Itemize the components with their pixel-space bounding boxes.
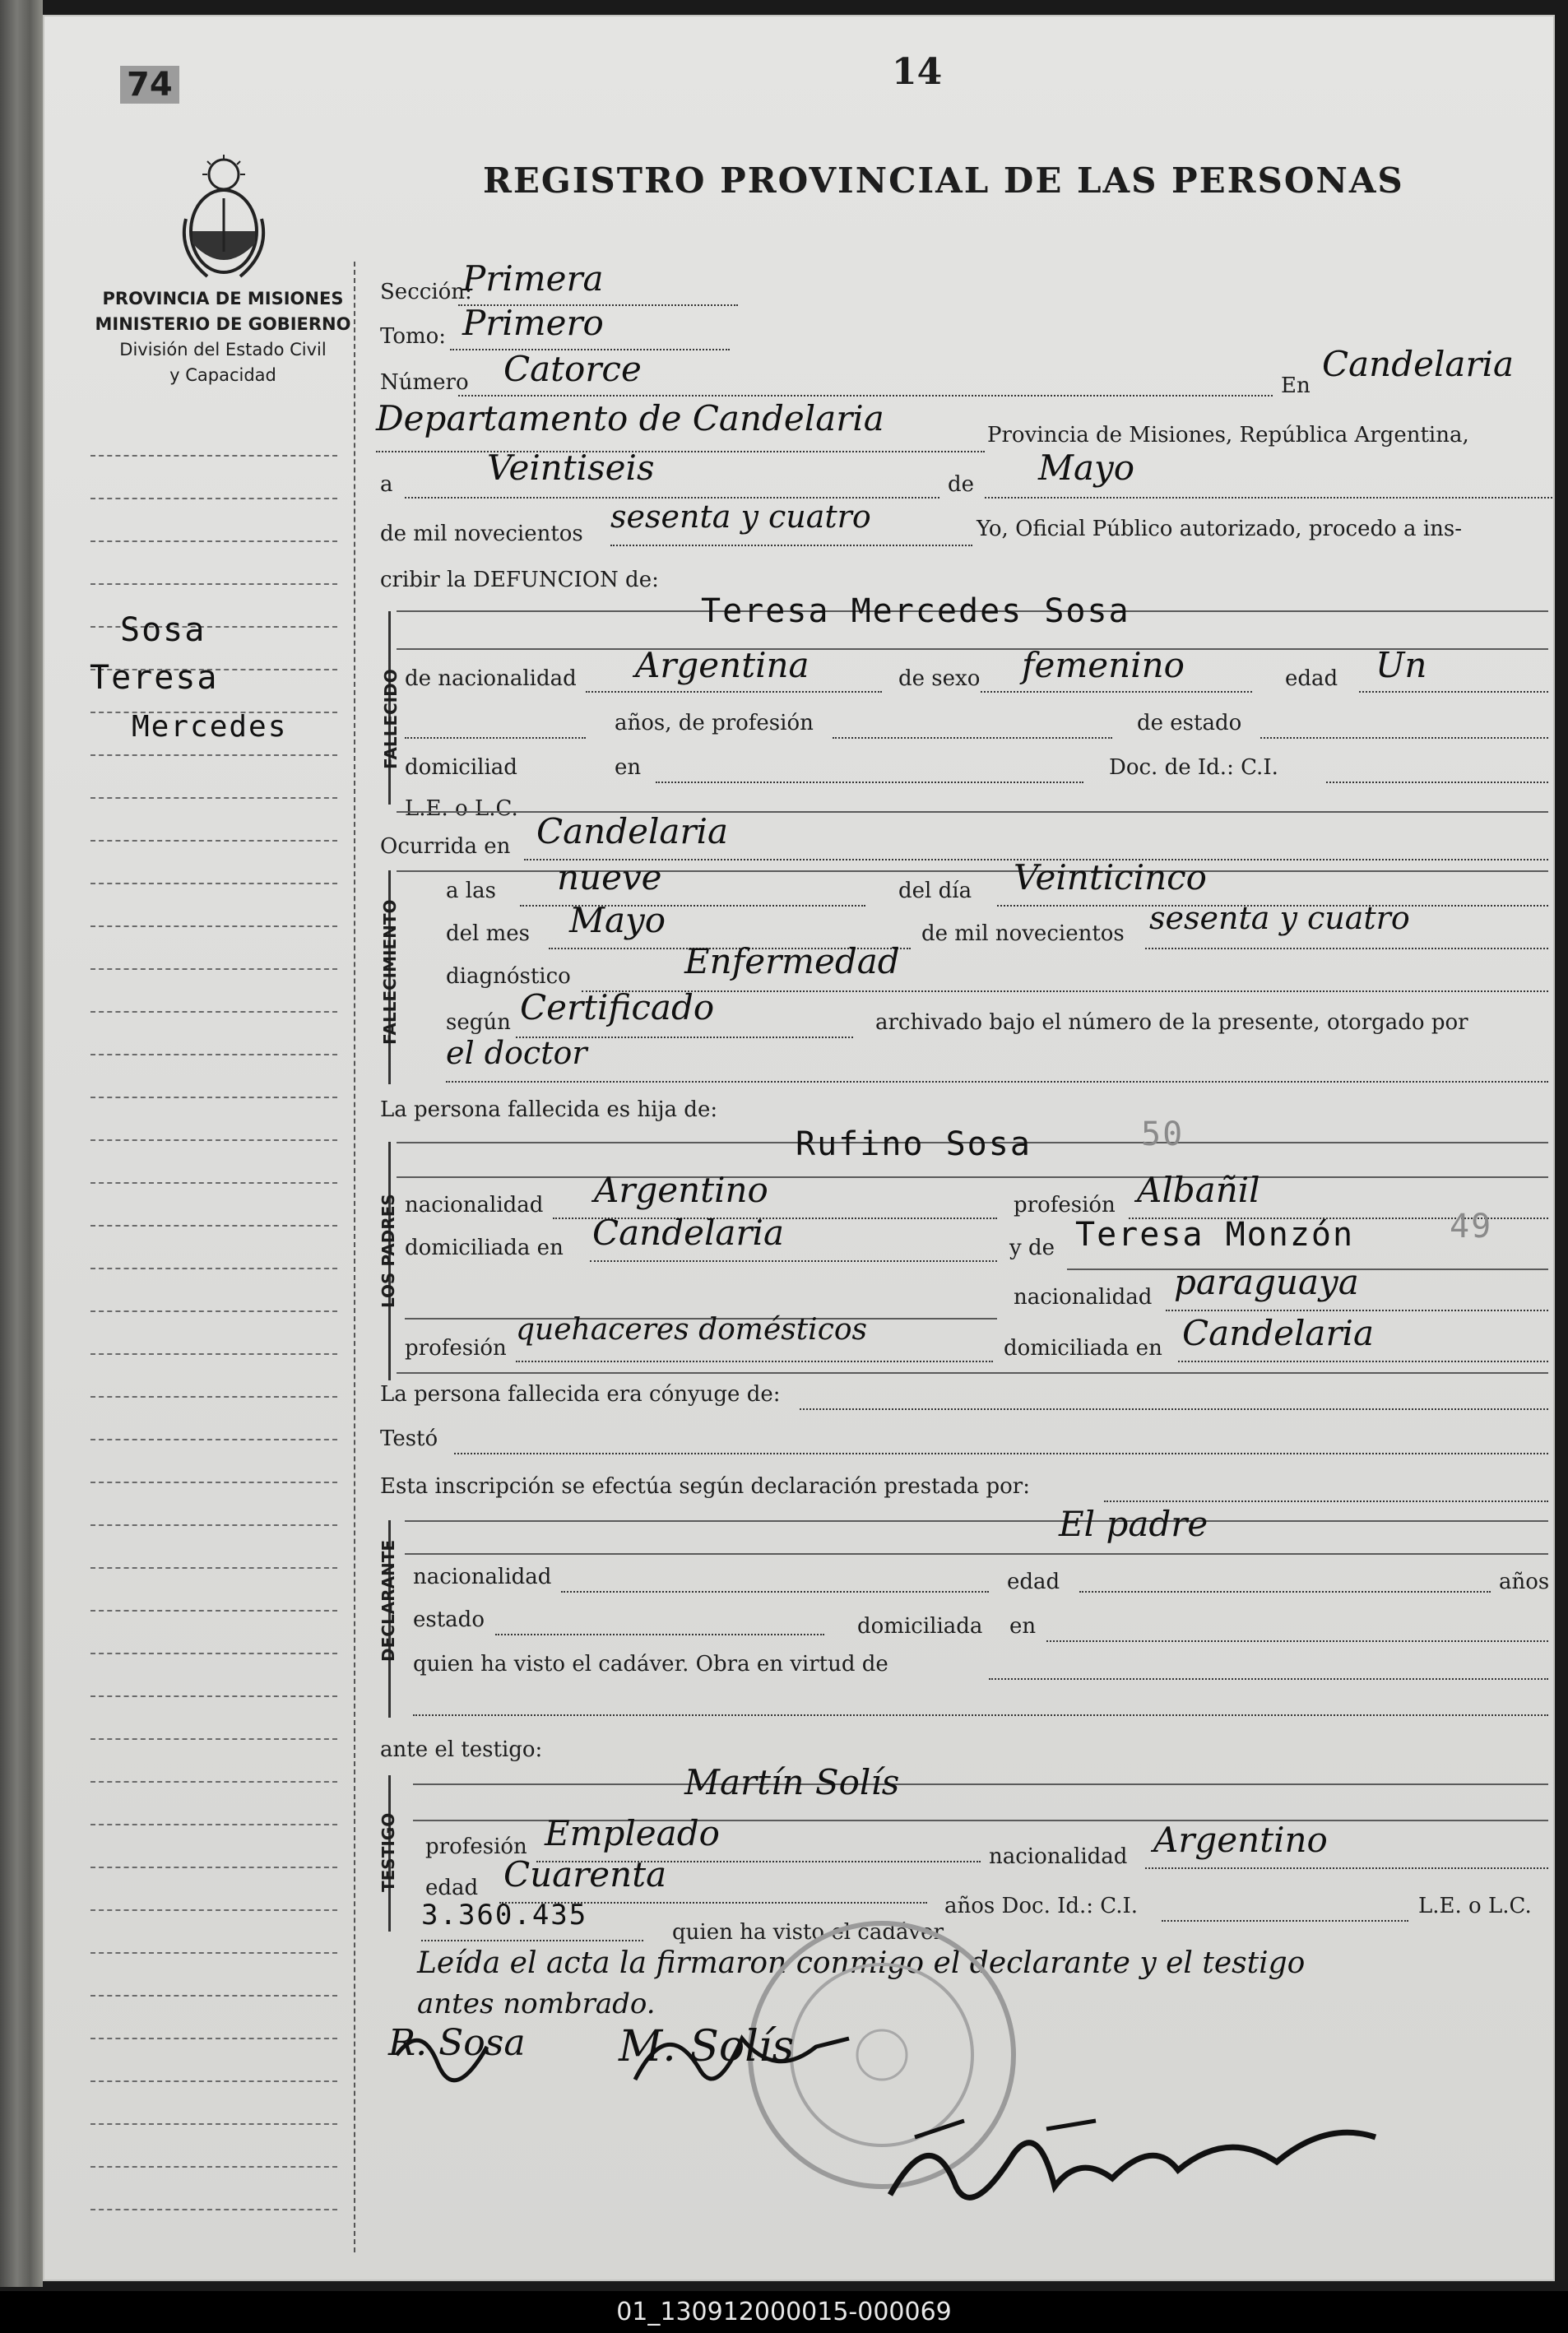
padre-dom-label: domiciliada en	[405, 1236, 564, 1260]
declarante-line	[405, 1553, 1548, 1555]
margin-ruled-line	[90, 1867, 337, 1868]
page-title: REGISTRO PROVINCIAL DE LAS PERSONAS	[483, 160, 1404, 201]
conyuge-line	[800, 1408, 1548, 1410]
test-prof-label: profesión	[425, 1834, 527, 1859]
padres-section-label: LOS PADRES	[378, 1194, 398, 1308]
edad-cont-line	[405, 737, 586, 739]
provincia-label: Provincia de Misiones, República Argentina,	[987, 423, 1469, 448]
a-las-label: a las	[446, 879, 496, 903]
madre-nac-value: paraguaya	[1174, 1262, 1359, 1302]
coat-of-arms-icon	[174, 153, 273, 285]
del-mes-label: del mes	[446, 921, 530, 946]
margin-ruled-line	[90, 840, 337, 842]
leida-line-2: antes nombrado.	[417, 1987, 656, 2020]
padre-nac-value: Argentino	[594, 1170, 768, 1210]
margin-ruled-line	[90, 1439, 337, 1440]
padres-bottom-line	[397, 1372, 1548, 1374]
edad-value: Un	[1375, 645, 1427, 685]
madre-nac-label: nacionalidad	[1014, 1285, 1153, 1310]
de-sexo-label: de sexo	[898, 666, 981, 691]
numero-value: Catorce	[503, 349, 642, 389]
margin-ruled-line	[90, 1482, 337, 1483]
margin-ruled-line	[90, 2209, 337, 2210]
margin-name-first: Teresa	[90, 659, 219, 697]
test-le-lc-label: L.E. o L.C.	[1418, 1894, 1532, 1918]
margin-ruled-line	[90, 1824, 337, 1825]
doc-id-line	[1326, 782, 1548, 783]
nacionalidad-value: Argentina	[635, 645, 810, 685]
de-mil2-label: de mil novecientos	[921, 921, 1125, 946]
seccion-label: Sección:	[380, 280, 472, 304]
firma-1: R. Sosa	[388, 2022, 526, 2064]
testo-line	[454, 1453, 1548, 1454]
en-value: Candelaria	[1322, 344, 1514, 384]
testigo-value: Martín Solís	[684, 1762, 900, 1802]
fallecido-section-label: FALLECIDO	[381, 669, 401, 769]
diagnostico-label: diagnóstico	[446, 964, 571, 989]
decl-nac-line	[561, 1591, 989, 1593]
margin-ruled-line	[90, 1182, 337, 1184]
sidebar-line-2: MINISTERIO DE GOBIERNO	[95, 314, 351, 334]
margin-name-surname: Sosa	[120, 611, 206, 649]
image-id-footer: 01_130912000015-000069	[0, 2291, 1568, 2333]
ocurrida-value: Candelaria	[536, 811, 728, 851]
anio-fallec-value: sesenta y cuatro	[1149, 900, 1410, 936]
otorgado-line	[446, 1081, 1548, 1083]
inscripcion-label: Esta inscripción se efectúa según declaración prestada por:	[380, 1474, 1030, 1499]
a-label: a	[380, 472, 393, 497]
edad-label: edad	[1285, 666, 1338, 691]
test-ci-blank-line	[1162, 1920, 1408, 1922]
declarante-value: El padre	[1059, 1504, 1208, 1544]
margin-ruled-line	[90, 2038, 337, 2039]
segun-value: Certificado	[520, 987, 715, 1027]
test-nac-line	[1145, 1867, 1548, 1869]
anio-value: sesenta y cuatro	[610, 499, 871, 535]
madre-edad-value: 49	[1450, 1208, 1493, 1245]
margin-ruled-line	[90, 925, 337, 927]
margin-ruled-line	[90, 1097, 337, 1098]
test-nac-label: nacionalidad	[989, 1844, 1128, 1869]
padre-prof-value: Albañil	[1137, 1170, 1260, 1210]
margin-ruled-line	[90, 2123, 337, 2125]
diagnostico-value: Enfermedad	[684, 941, 900, 981]
anio-fallec-line	[1145, 948, 1548, 949]
sexo-value: femenino	[1022, 645, 1185, 685]
margin-ruled-line	[90, 1781, 337, 1783]
departamento-line	[376, 451, 985, 452]
declarante-blank-line	[413, 1714, 1548, 1716]
madre-prof-value: quehaceres domésticos	[516, 1313, 868, 1347]
leida-line-1: Leída el acta la firmaron conmigo el declarante y el testigo	[417, 1946, 1306, 1980]
quien-ha-visto-label: quien ha visto el cadáver. Obra en virtud de	[413, 1652, 888, 1677]
padre-value: Rufino Sosa	[796, 1125, 1032, 1163]
margin-ruled-line	[90, 1738, 337, 1740]
mes-fallec-value: Mayo	[569, 900, 666, 940]
book-binding	[0, 0, 43, 2287]
sidebar-header	[79, 286, 367, 388]
tab-number: 74	[120, 66, 179, 104]
y-de-label: y de	[1009, 1236, 1055, 1260]
madre-value: Teresa Monzón	[1075, 1216, 1355, 1254]
testo-label: Testó	[380, 1426, 438, 1451]
nacionalidad-line	[586, 691, 882, 693]
yo-oficial-label: Yo, Oficial Público autorizado, procedo a ins-	[977, 517, 1463, 541]
margin-ruled-line	[90, 1139, 337, 1141]
column-divider	[354, 262, 355, 2252]
cribir-label: cribir la DEFUNCION de:	[380, 568, 659, 592]
diagnostico-line	[582, 990, 1548, 992]
margin-ruled-line	[90, 754, 337, 756]
archivado-label: archivado bajo el número de la presente, otorgado por	[875, 1010, 1468, 1035]
signature-scribbles-icon	[388, 2006, 964, 2121]
sidebar-line-1: PROVINCIA DE MISIONES	[102, 289, 344, 308]
doc-id-label: Doc. de Id.: C.I.	[1109, 755, 1278, 780]
declarante-top-line	[405, 1520, 1548, 1522]
tomo-label: Tomo:	[380, 324, 447, 349]
margin-ruled-line	[90, 2080, 337, 2082]
margin-ruled-line	[90, 1011, 337, 1013]
sidebar-line-3: División del Estado Civil	[119, 340, 327, 359]
de-estado-label: de estado	[1137, 711, 1242, 735]
padre-prof-label: profesión	[1014, 1193, 1116, 1218]
margin-ruled-line	[90, 1396, 337, 1398]
en-label: En	[1281, 373, 1311, 398]
anio-line	[610, 545, 972, 546]
margin-ruled-line	[90, 797, 337, 799]
margin-ruled-line	[90, 1909, 337, 1911]
de-nacionalidad-label: de nacionalidad	[405, 666, 577, 691]
madre-dom-label: domiciliada en	[1004, 1336, 1162, 1361]
testigo-top-line	[413, 1783, 1548, 1785]
madre-dom-line	[1178, 1361, 1548, 1362]
madre-prof-label: profesión	[405, 1336, 507, 1361]
le-lc-label: L.E. o L.C.	[405, 796, 518, 821]
mes-line	[985, 497, 1552, 499]
padre-dom-line	[590, 1260, 997, 1262]
departamento-value: Departamento de Candelaria	[376, 398, 884, 438]
segun-label: según	[446, 1010, 511, 1035]
quien-ha-visto-line	[989, 1678, 1548, 1680]
margin-ruled-line	[90, 1054, 337, 1055]
domiciliad-label: domiciliad	[405, 755, 517, 780]
madre-dom-value: Candelaria	[1182, 1313, 1374, 1353]
margin-ruled-line	[90, 1610, 337, 1612]
del-dia-label: del día	[898, 879, 972, 903]
decl-en-label: en	[1009, 1614, 1037, 1639]
fallecimiento-section-label: FALLECIMIENTO	[380, 899, 400, 1045]
margin-ruled-line	[90, 1268, 337, 1269]
margin-ruled-line	[90, 1225, 337, 1227]
padre-edad-value: 50	[1141, 1115, 1185, 1153]
ocurrida-en-label: Ocurrida en	[380, 834, 511, 859]
padre-nac-label: nacionalidad	[405, 1193, 544, 1218]
numero-line	[458, 395, 1273, 397]
margin-ruled-line	[90, 1524, 337, 1526]
margin-ruled-line	[90, 455, 337, 457]
seccion-value: Primera	[462, 258, 604, 299]
estado-line	[1260, 737, 1548, 739]
decl-anos-label: años	[1499, 1570, 1550, 1594]
margin-ruled-line	[90, 883, 337, 884]
hija-de-label: La persona fallecida es hija de:	[380, 1097, 718, 1122]
de-label: de	[948, 472, 975, 497]
register-page	[43, 15, 1555, 2281]
decl-estado-line	[495, 1634, 824, 1635]
firma-2: M. Solís	[619, 2022, 795, 2071]
domicilio-line	[656, 782, 1083, 783]
decl-domiciliada-label: domiciliada	[857, 1614, 983, 1639]
tomo-value: Primero	[462, 303, 604, 343]
decl-en-line	[1046, 1640, 1548, 1642]
otorgado-value: el doctor	[446, 1035, 587, 1071]
edad-line	[1359, 691, 1548, 693]
en2-label: en	[615, 755, 642, 780]
margin-ruled-line	[90, 1353, 337, 1355]
nombre-value: Teresa Mercedes Sosa	[701, 592, 1130, 630]
declarante-section-label: DECLARANTE	[378, 1539, 398, 1662]
conyuge-label: La persona fallecida era cónyuge de:	[380, 1382, 781, 1407]
sexo-line	[981, 691, 1252, 693]
madre-prof-line	[516, 1361, 993, 1362]
margin-ruled-line	[90, 1310, 337, 1312]
official-signature-icon	[882, 2104, 1408, 2228]
margin-ruled-line	[90, 1567, 337, 1569]
decl-edad-line	[1079, 1591, 1491, 1593]
test-quien-label: quien ha visto el cadáver	[672, 1920, 944, 1945]
ante-testigo-label: ante el testigo:	[380, 1737, 543, 1762]
test-ci-line	[421, 1940, 643, 1941]
de-mil-label: de mil novecientos	[380, 522, 583, 546]
margin-name-second: Mercedes	[132, 710, 288, 744]
margin-ruled-line	[90, 1952, 337, 1954]
test-anos-doc-label: años Doc. Id.: C.I.	[944, 1894, 1139, 1918]
sidebar-line-4: y Capacidad	[169, 365, 276, 385]
decl-edad-label: edad	[1007, 1570, 1060, 1594]
margin-ruled-line	[90, 968, 337, 970]
margin-ruled-line	[90, 1653, 337, 1654]
margin-ruled-line	[90, 583, 337, 585]
page-number: 14	[892, 51, 943, 93]
test-edad-label: edad	[425, 1876, 479, 1900]
profesion-line	[833, 737, 1112, 739]
mes-value: Mayo	[1038, 448, 1135, 488]
testigo-section-label: TESTIGO	[378, 1812, 398, 1892]
margin-ruled-line	[90, 540, 337, 542]
test-nac-value: Argentino	[1153, 1820, 1328, 1860]
inscripcion-line	[1104, 1500, 1548, 1502]
test-edad-value: Cuarenta	[503, 1854, 667, 1895]
margin-ruled-line	[90, 1995, 337, 1997]
decl-estado-label: estado	[413, 1607, 485, 1632]
padre-dom-value: Candelaria	[592, 1213, 784, 1253]
test-prof-value: Empleado	[545, 1813, 720, 1853]
anos-profesion-label: años, de profesión	[615, 711, 814, 735]
madre-nac-line	[1166, 1310, 1548, 1311]
numero-label: Número	[380, 370, 469, 395]
test-ci-value: 3.360.435	[421, 1899, 588, 1932]
margin-ruled-line	[90, 1695, 337, 1697]
padre-line	[397, 1176, 1548, 1178]
hora-value: nueve	[557, 857, 662, 897]
margin-ruled-line	[90, 498, 337, 499]
decl-nac-label: nacionalidad	[413, 1565, 552, 1589]
margin-ruled-line	[90, 2166, 337, 2168]
dia-fallec-value: Veinticinco	[1014, 857, 1207, 897]
dia-value: Veintiseis	[487, 448, 655, 488]
